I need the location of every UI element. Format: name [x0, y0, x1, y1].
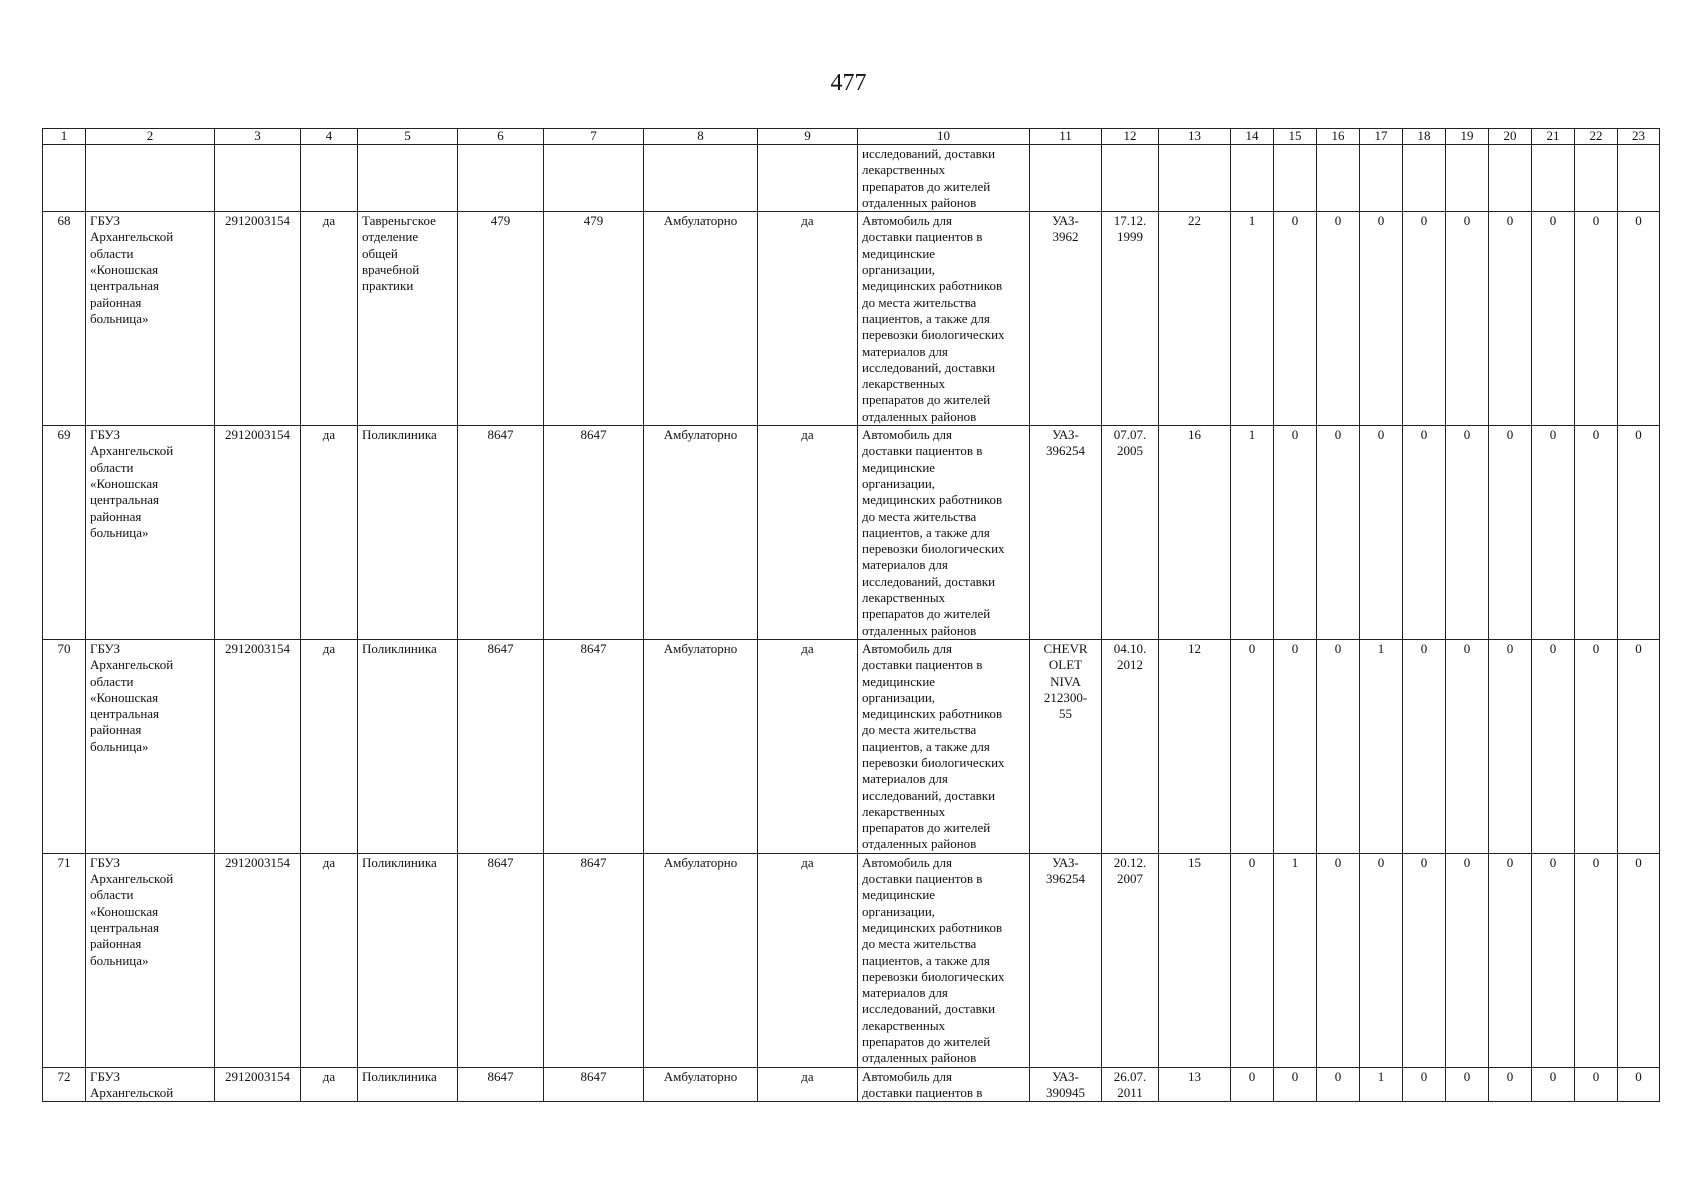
cell-text: 0 [1291, 427, 1299, 443]
cell-text: 0 [1377, 854, 1385, 870]
continuation-purpose-text: исследований, доставки лекарственных препаратов до жителей отдаленных районов [862, 146, 996, 210]
cell-text: Амбулаторно [663, 427, 738, 443]
cell-text: Автомобиль для доставки пациентов в [862, 1068, 983, 1100]
table-cell-col-8 [644, 1067, 758, 1102]
table-cell-col-11 [1030, 853, 1102, 1067]
cell-text: Поликлиника [362, 854, 437, 870]
column-number-20: 20 [1489, 129, 1532, 145]
cell-text: 0 [1377, 213, 1385, 229]
table-cell-col-5 [358, 1067, 458, 1102]
cell-text: 0 [1635, 427, 1642, 443]
table-cell-col-18 [1403, 1067, 1446, 1102]
table-cell-col-17 [1360, 426, 1403, 640]
column-number-7: 7 [544, 129, 644, 145]
cell-text: ГБУЗ Архангельской области «Коношская центральная районная больница» [90, 640, 174, 754]
cell-text: да [322, 427, 336, 443]
cell-text: 0 [1248, 854, 1256, 870]
table-cell-col-21 [1532, 212, 1575, 426]
table-cell-col-6 [458, 853, 544, 1067]
cell-text: 0 [1463, 1068, 1471, 1084]
table-cell-col-18 [1403, 639, 1446, 853]
cell-text: 0 [1420, 854, 1428, 870]
cell-text: Амбулаторно [663, 1068, 738, 1084]
cell-text: 69 [57, 427, 71, 443]
cell-text: 8647 [487, 1068, 514, 1084]
cell-text: ГБУЗ Архангельской области «Коношская центральная районная больница» [90, 854, 174, 968]
continuation-cell-13 [1159, 145, 1231, 212]
cell-text: 0 [1377, 427, 1385, 443]
column-number-6: 6 [458, 129, 544, 145]
table-cell-col-6 [458, 1067, 544, 1102]
cell-text: 0 [1592, 213, 1600, 229]
continuation-cell-3 [215, 145, 301, 212]
cell-text: да [801, 854, 814, 870]
cell-text: 479 [583, 213, 604, 229]
table-cell-col-9 [758, 639, 858, 853]
table-cell-col-15 [1274, 853, 1317, 1067]
cell-text: 0 [1549, 640, 1557, 656]
table-cell-col-23 [1618, 1067, 1660, 1102]
cell-text: да [322, 640, 336, 656]
table-cell-col-7 [544, 853, 644, 1067]
column-number-16: 16 [1317, 129, 1360, 145]
table-cell-col-16 [1317, 212, 1360, 426]
cell-text: да [322, 1068, 336, 1084]
cell-text: 0 [1635, 213, 1642, 229]
table-cell-col-1 [43, 426, 86, 640]
cell-text: 0 [1506, 427, 1514, 443]
table-cell-col-10 [858, 853, 1030, 1067]
table-cell-col-23 [1618, 639, 1660, 853]
cell-text: 1 [1377, 1068, 1385, 1084]
table-cell-col-10 [858, 639, 1030, 853]
cell-text: 2912003154 [225, 213, 290, 229]
table-cell-col-17 [1360, 1067, 1403, 1102]
cell-text: 0 [1420, 1068, 1428, 1084]
table-cell-col-1 [43, 1067, 86, 1102]
table-row [43, 426, 1660, 640]
cell-text: да [801, 427, 814, 443]
table-cell-col-3 [215, 639, 301, 853]
table-cell-col-13 [1159, 1067, 1231, 1102]
table-row [43, 853, 1660, 1067]
cell-text: 0 [1420, 427, 1428, 443]
table-cell-col-22 [1575, 853, 1618, 1067]
cell-text: 0 [1592, 1068, 1600, 1084]
continuation-cell-4 [301, 145, 358, 212]
table-cell-col-19 [1446, 212, 1489, 426]
table-cell-col-1 [43, 639, 86, 853]
table-cell-col-22 [1575, 212, 1618, 426]
cell-text: 0 [1592, 854, 1600, 870]
table-cell-col-7 [544, 426, 644, 640]
column-number-row [43, 129, 1660, 145]
table-cell-col-20 [1489, 853, 1532, 1067]
cell-text: Автомобиль для доставки пациентов в медицинские организации, медицинских работников до места жительства пациентов, а также для перевозки биологических материалов для исследований, доставки лекарственных препаратов до жителей отдаленных районов [862, 427, 1005, 638]
continuation-cell-19 [1446, 145, 1489, 212]
cell-text: Тавреньгское отделение общей врачебной практики [362, 213, 436, 294]
cell-text: 1 [1291, 854, 1299, 870]
cell-text: 8647 [580, 640, 607, 656]
table-cell-col-9 [758, 426, 858, 640]
table-cell-col-23 [1618, 853, 1660, 1067]
table-cell-col-13 [1159, 639, 1231, 853]
table-cell-col-22 [1575, 639, 1618, 853]
table-cell-col-4 [301, 1067, 358, 1102]
cell-text: ГБУЗ Архангельской области «Коношская центральная районная больница» [90, 427, 174, 540]
cell-text: 12 [1188, 640, 1201, 656]
cell-text: Амбулаторно [663, 213, 738, 229]
table-cell-col-2 [86, 1067, 215, 1102]
cell-text: 0 [1549, 427, 1557, 443]
cell-text: Поликлиника [362, 427, 437, 443]
table-cell-col-18 [1403, 853, 1446, 1067]
page-number: 477 [830, 70, 867, 96]
cell-text: Амбулаторно [663, 854, 738, 870]
cell-text: 1 [1377, 640, 1385, 656]
table-cell-col-3 [215, 1067, 301, 1102]
table-cell-col-4 [301, 639, 358, 853]
continuation-cell-12 [1102, 145, 1159, 212]
continuation-cell-8 [644, 145, 758, 212]
cell-text: 0 [1635, 1068, 1642, 1084]
cell-text: 13 [1188, 1068, 1201, 1084]
table-cell-col-20 [1489, 639, 1532, 853]
table-cell-col-2 [86, 426, 215, 640]
continuation-cell-7 [544, 145, 644, 212]
table-cell-col-5 [358, 853, 458, 1067]
cell-text: 0 [1334, 427, 1342, 443]
table-cell-col-15 [1274, 1067, 1317, 1102]
table-cell-col-12 [1102, 426, 1159, 640]
cell-text: 2912003154 [225, 640, 290, 656]
table-cell-col-20 [1489, 426, 1532, 640]
cell-text: УАЗ- 390945 [1046, 1068, 1085, 1100]
cell-text: 70 [57, 640, 71, 656]
cell-text: Автомобиль для доставки пациентов в медицинские организации, медицинских работников до места жительства пациентов, а также для перевозки биологических материалов для исследований, доставки лекарственных препаратов до жителей отдаленных районов [862, 854, 1005, 1066]
cell-text: 1 [1248, 213, 1256, 229]
column-number-21: 21 [1532, 129, 1575, 145]
continuation-cell-22 [1575, 145, 1618, 212]
cell-text: 22 [1188, 213, 1201, 229]
table-cell-col-11 [1030, 426, 1102, 640]
table-cell-col-18 [1403, 212, 1446, 426]
cell-text: 16 [1188, 427, 1201, 443]
table-cell-col-12 [1102, 1067, 1159, 1102]
cell-text: 0 [1334, 854, 1342, 870]
table-cell-col-10 [858, 1067, 1030, 1102]
cell-text: 0 [1463, 213, 1471, 229]
column-number-4: 4 [301, 129, 358, 145]
vehicle-registry-table [42, 128, 1660, 1102]
cell-text: ГБУЗ Архангельской [90, 1068, 174, 1100]
column-number-11: 11 [1030, 129, 1102, 145]
table-cell-col-14 [1231, 426, 1274, 640]
column-number-8: 8 [644, 129, 758, 145]
table-cell-col-17 [1360, 212, 1403, 426]
table-cell-col-3 [215, 853, 301, 1067]
cell-text: 0 [1463, 427, 1471, 443]
continuation-row [43, 145, 1660, 212]
cell-text: 0 [1334, 1068, 1342, 1084]
cell-text: 479 [490, 213, 511, 229]
cell-text: 0 [1549, 213, 1557, 229]
table-cell-col-19 [1446, 1067, 1489, 1102]
column-number-10: 10 [858, 129, 1030, 145]
column-number-9: 9 [758, 129, 858, 145]
table-cell-col-11 [1030, 1067, 1102, 1102]
cell-text: 0 [1592, 640, 1600, 656]
table-cell-col-6 [458, 639, 544, 853]
table-cell-col-14 [1231, 853, 1274, 1067]
column-number-1: 1 [43, 129, 86, 145]
cell-text: 0 [1506, 854, 1514, 870]
cell-text: УАЗ- 3962 [1052, 213, 1079, 245]
table-cell-col-21 [1532, 639, 1575, 853]
table-cell-col-12 [1102, 212, 1159, 426]
cell-text: 2912003154 [225, 854, 290, 870]
continuation-cell-6 [458, 145, 544, 212]
table-cell-col-17 [1360, 639, 1403, 853]
table-cell-col-8 [644, 639, 758, 853]
cell-text: 0 [1506, 640, 1514, 656]
table-cell-col-13 [1159, 426, 1231, 640]
continuation-cell-9 [758, 145, 858, 212]
cell-text: да [801, 213, 814, 229]
cell-text: 0 [1334, 213, 1342, 229]
column-number-23: 23 [1618, 129, 1660, 145]
table-cell-col-22 [1575, 426, 1618, 640]
continuation-cell-21 [1532, 145, 1575, 212]
continuation-cell-14 [1231, 145, 1274, 212]
table-cell-col-7 [544, 1067, 644, 1102]
cell-text: 0 [1592, 427, 1600, 443]
continuation-cell-1 [43, 145, 86, 212]
cell-text: 0 [1334, 640, 1342, 656]
table-cell-col-21 [1532, 1067, 1575, 1102]
table-cell-col-5 [358, 639, 458, 853]
cell-text: 0 [1248, 640, 1256, 656]
table-cell-col-1 [43, 853, 86, 1067]
table-cell-col-9 [758, 1067, 858, 1102]
table-cell-col-17 [1360, 853, 1403, 1067]
table-cell-col-15 [1274, 426, 1317, 640]
table-cell-col-2 [86, 639, 215, 853]
table-cell-col-6 [458, 212, 544, 426]
continuation-cell-15 [1274, 145, 1317, 212]
cell-text: 15 [1188, 854, 1201, 870]
table-cell-col-5 [358, 212, 458, 426]
table-cell-col-11 [1030, 212, 1102, 426]
cell-text: 0 [1291, 213, 1299, 229]
column-number-22: 22 [1575, 129, 1618, 145]
table-cell-col-16 [1317, 853, 1360, 1067]
table-row [43, 212, 1660, 426]
cell-text: 0 [1291, 640, 1299, 656]
cell-text: 26.07. 2011 [1113, 1068, 1147, 1100]
table-cell-col-2 [86, 212, 215, 426]
table-cell-col-16 [1317, 426, 1360, 640]
table-cell-col-12 [1102, 853, 1159, 1067]
column-number-18: 18 [1403, 129, 1446, 145]
table-cell-col-19 [1446, 639, 1489, 853]
column-number-15: 15 [1274, 129, 1317, 145]
cell-text: CHEVR OLET NIVA 212300- 55 [1043, 640, 1088, 722]
continuation-cell-23 [1618, 145, 1660, 212]
table-cell-col-10 [858, 426, 1030, 640]
cell-text: 0 [1248, 1068, 1256, 1084]
cell-text: да [801, 1068, 814, 1084]
cell-text: Поликлиника [362, 640, 437, 656]
cell-text: Амбулаторно [663, 640, 738, 656]
table-cell-col-1 [43, 212, 86, 426]
cell-text: УАЗ- 396254 [1046, 427, 1085, 459]
continuation-cell-2 [86, 145, 215, 212]
table-cell-col-23 [1618, 426, 1660, 640]
cell-text: ГБУЗ Архангельской области «Коношская центральная районная больница» [90, 213, 174, 326]
cell-text: Автомобиль для доставки пациентов в медицинские организации, медицинских работников до места жительства пациентов, а также для перевозки биологических материалов для исследований, доставки лекарственных препаратов до жителей отдаленных районов [862, 213, 1005, 424]
cell-text: 17.12. 1999 [1113, 213, 1147, 245]
cell-text: 8647 [580, 1068, 607, 1084]
table-row [43, 639, 1660, 853]
table-cell-col-12 [1102, 639, 1159, 853]
table-cell-col-14 [1231, 1067, 1274, 1102]
table-cell-col-7 [544, 212, 644, 426]
table-cell-col-23 [1618, 212, 1660, 426]
table-cell-col-9 [758, 853, 858, 1067]
table-cell-col-11 [1030, 639, 1102, 853]
continuation-cell-10 [858, 145, 1030, 212]
continuation-cell-17 [1360, 145, 1403, 212]
table-cell-col-14 [1231, 212, 1274, 426]
table-cell-col-2 [86, 853, 215, 1067]
cell-text: 20.12. 2007 [1113, 854, 1147, 887]
column-number-12: 12 [1102, 129, 1159, 145]
cell-text: Поликлиника [362, 1068, 437, 1084]
cell-text: 0 [1420, 213, 1428, 229]
cell-text: 8647 [487, 854, 514, 870]
table-cell-col-3 [215, 212, 301, 426]
cell-text: 0 [1549, 854, 1557, 870]
cell-text: 0 [1506, 1068, 1514, 1084]
cell-text: 0 [1463, 854, 1471, 870]
cell-text: 0 [1463, 640, 1471, 656]
cell-text: 0 [1635, 640, 1642, 656]
cell-text: 0 [1549, 1068, 1557, 1084]
table-cell-col-6 [458, 426, 544, 640]
cell-text: 8647 [487, 640, 514, 656]
table-cell-col-8 [644, 853, 758, 1067]
cell-text: 2912003154 [225, 427, 290, 443]
cell-text: да [322, 213, 336, 229]
cell-text: 68 [57, 213, 71, 229]
table-cell-col-13 [1159, 853, 1231, 1067]
continuation-cell-20 [1489, 145, 1532, 212]
table-cell-col-19 [1446, 853, 1489, 1067]
cell-text: 1 [1248, 427, 1256, 443]
table-cell-col-10 [858, 212, 1030, 426]
table-cell-col-20 [1489, 212, 1532, 426]
cell-text: УАЗ- 396254 [1046, 854, 1085, 887]
table-cell-col-7 [544, 639, 644, 853]
table-cell-col-15 [1274, 639, 1317, 853]
table-cell-col-14 [1231, 639, 1274, 853]
table-cell-col-21 [1532, 853, 1575, 1067]
cell-text: Автомобиль для доставки пациентов в медицинские организации, медицинских работников до места жительства пациентов, а также для перевозки биологических материалов для исследований, доставки лекарственных препаратов до жителей отдаленных районов [862, 640, 1005, 852]
table-cell-col-3 [215, 426, 301, 640]
continuation-cell-5 [358, 145, 458, 212]
table-cell-col-15 [1274, 212, 1317, 426]
table-cell-col-19 [1446, 426, 1489, 640]
column-number-19: 19 [1446, 129, 1489, 145]
continuation-cell-11 [1030, 145, 1102, 212]
table-cell-col-4 [301, 212, 358, 426]
table-cell-col-13 [1159, 212, 1231, 426]
table-cell-col-5 [358, 426, 458, 640]
cell-text: 0 [1420, 640, 1428, 656]
table-row [43, 1067, 1660, 1102]
cell-text: 8647 [487, 427, 514, 443]
column-number-2: 2 [86, 129, 215, 145]
column-number-17: 17 [1360, 129, 1403, 145]
table-cell-col-8 [644, 212, 758, 426]
cell-text: 0 [1635, 854, 1642, 870]
cell-text: 72 [57, 1068, 71, 1084]
column-number-5: 5 [358, 129, 458, 145]
cell-text: 8647 [580, 854, 607, 870]
cell-text: 2912003154 [225, 1068, 290, 1084]
table-cell-col-20 [1489, 1067, 1532, 1102]
table-cell-col-4 [301, 426, 358, 640]
column-number-13: 13 [1159, 129, 1231, 145]
table-cell-col-16 [1317, 639, 1360, 853]
column-number-3: 3 [215, 129, 301, 145]
table-cell-col-21 [1532, 426, 1575, 640]
table-cell-col-4 [301, 853, 358, 1067]
table-cell-col-22 [1575, 1067, 1618, 1102]
cell-text: да [801, 640, 814, 656]
cell-text: 0 [1291, 1068, 1299, 1084]
continuation-cell-18 [1403, 145, 1446, 212]
column-number-14: 14 [1231, 129, 1274, 145]
cell-text: 04.10. 2012 [1113, 640, 1147, 673]
table-cell-col-18 [1403, 426, 1446, 640]
continuation-cell-16 [1317, 145, 1360, 212]
table-cell-col-8 [644, 426, 758, 640]
table-cell-col-16 [1317, 1067, 1360, 1102]
cell-text: 07.07. 2005 [1113, 427, 1147, 459]
cell-text: 0 [1506, 213, 1514, 229]
cell-text: 71 [57, 854, 71, 870]
cell-text: 8647 [580, 427, 607, 443]
cell-text: да [322, 854, 336, 870]
table-cell-col-9 [758, 212, 858, 426]
